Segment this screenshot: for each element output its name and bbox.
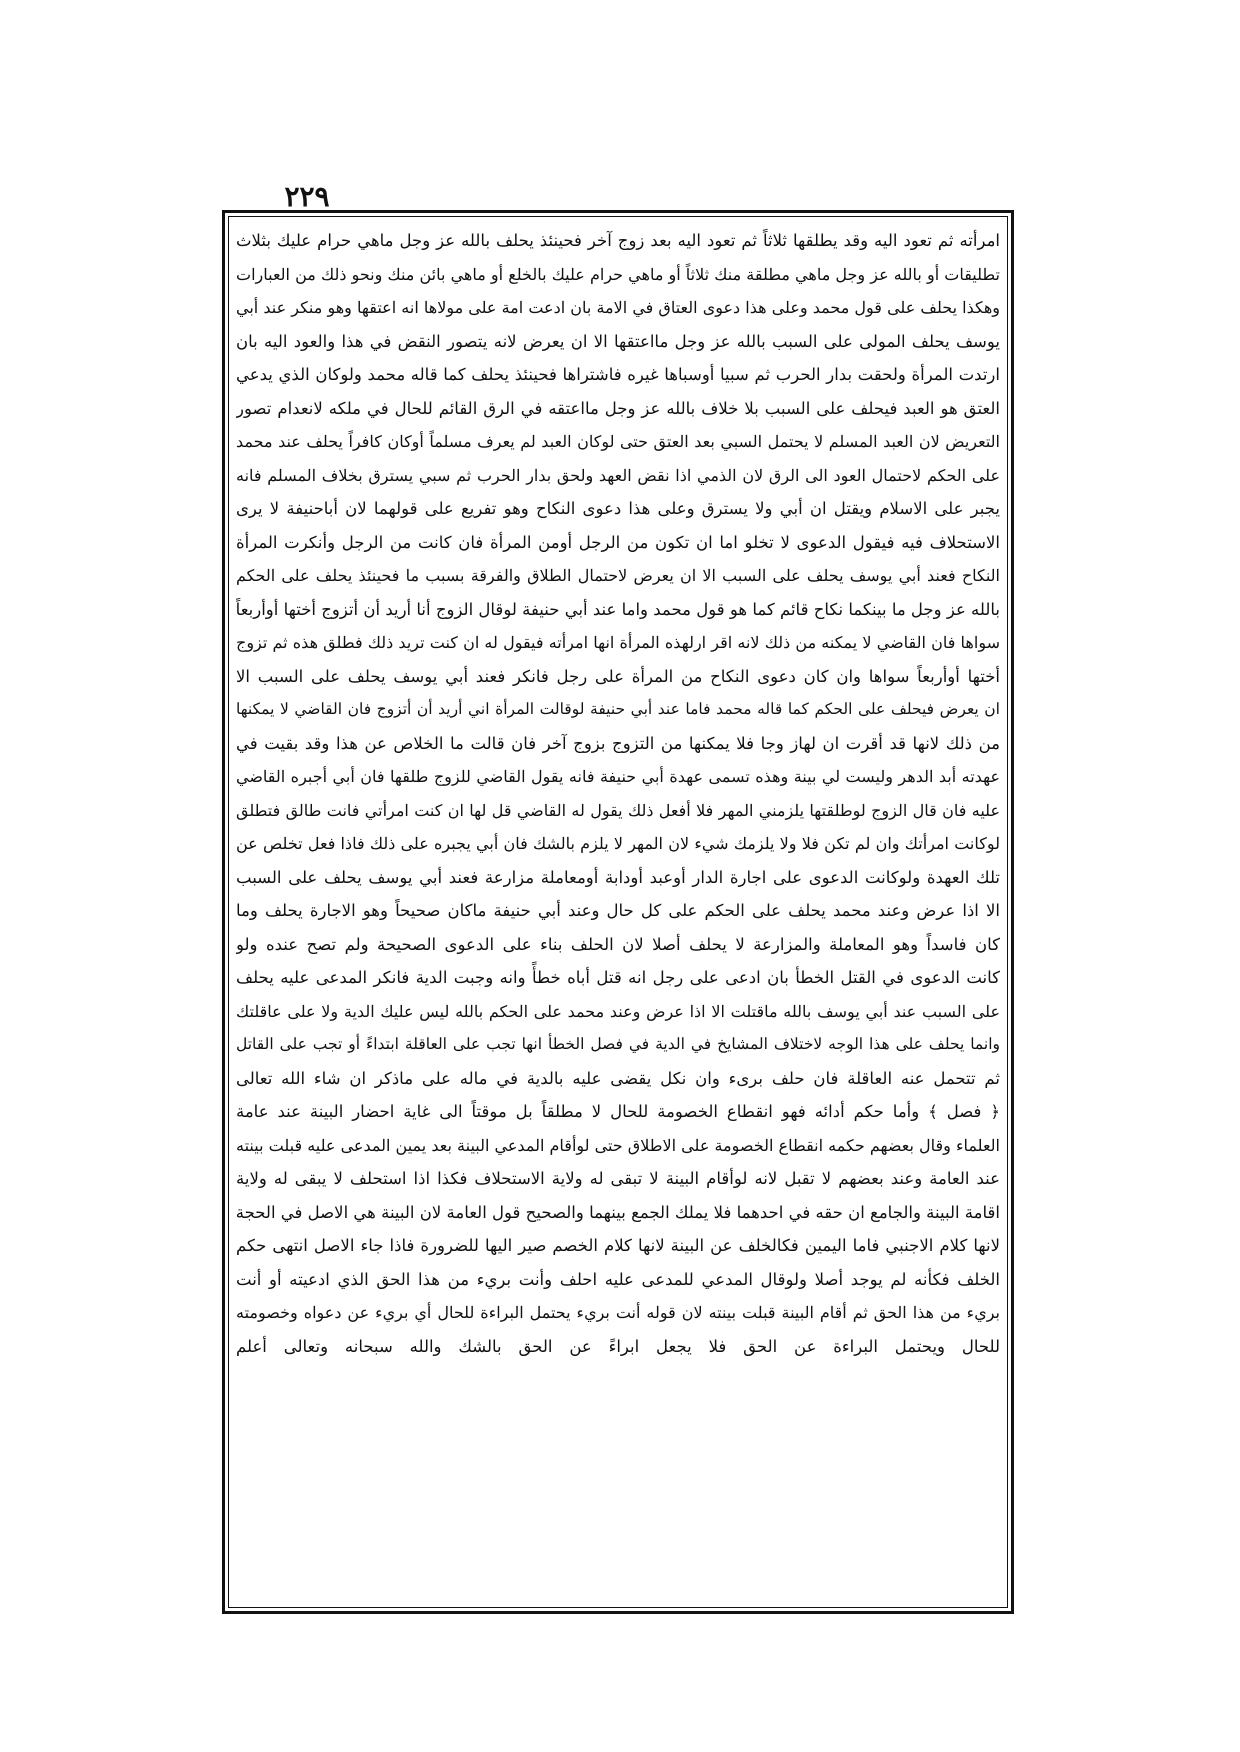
text-line: على السبب عند أبي يوسف بالله ماقتلت الا اذا عرض وعند محمد على الحكم بالله ليس عليك الدية ولا على عاقلتك xyxy=(236,1001,1000,1021)
text-line: تطليقات أو بالله عز وجل ماهي مطلقة منك ثلاثاً أو ماهي حرام عليك بالخلع أو ماهي بائن منك ونحو ذلك من العبارات xyxy=(236,264,1000,284)
text-line: بريء من هذا الحق ثم أقام البينة قبلت بينته لان قوله أنت بريء يحتمل البراءة للحال أي بريء عن دعواه وخصومته xyxy=(236,1303,1000,1322)
text-line: بالله عز وجل ما بينكما نكاح قائم كما هو قول محمد واما عند أبي حنيفة لوقال الزوج أنا أريد أن أتزوج أختها أوأربعاً xyxy=(236,599,1000,619)
text-line: ﴿ فصل ﴾ وأما حكم أدائه فهو انقطاع الخصومة للحال لا مطلقاً بل موقتاً الى غاية احضار البينة عند عامة xyxy=(236,1102,1000,1121)
text-line: عهدته أبد الدهر وليست لي بينة وهذه تسمى عهدة أبي حنيفة فانه يقول القاضي للزوج طلقها فان أبي أجبره القاضي xyxy=(236,767,1000,786)
text-line: التعريض لان العبد المسلم لا يحتمل السبي بعد العتق حتى لوكان العبد لم يعرف مسلماً أوكان كافراً يحلف عند محمد xyxy=(236,432,1000,451)
body-text xyxy=(236,224,1000,1602)
text-line: للحال ويحتمل البراءة عن الحق فلا يجعل ابراءً عن الحق بالشك والله سبحانه وتعالى أعلم xyxy=(236,1336,1000,1356)
text-line: الاستحلاف فيه فيقول الدعوى لا تخلو اما ان تكون من الرجل أومن المرأة فان كانت من الرجل وأنكرت المرأة xyxy=(236,532,1000,552)
text-line: وهكذا يحلف على قول محمد وعلى هذا دعوى العتاق في الامة بان ادعت امة على مولاها انه اعتقها وهو منكر عند أبي xyxy=(236,298,1000,317)
text-line: سواها فان القاضي لا يمكنه من ذلك لانه اقر ارلهذه المرأة انها امرأته فيقول له ان كنت تريد ذلك فطلق هذه ثم تزوج xyxy=(236,633,1000,652)
text-line: امرأته ثم تعود اليه وقد يطلقها ثلاثاً ثم تعود اليه بعد زوج آخر فحينئذ يحلف بالله عز وجل ماهي حرام عليك بثلاث xyxy=(236,231,1000,250)
text-line: وانما يحلف على هذا الوجه لاختلاف المشايخ في الدية في فصل الخطأ انها تجب على العاقلة ابتداءً أو تجب على القاتل xyxy=(236,1035,1000,1053)
text-line: كانت الدعوى في القتل الخطأ بان ادعى على رجل انه قتل أباه خطأً وانه وجبت الدية فانكر المدعى عليه يحلف xyxy=(236,968,1000,987)
text-line: ارتدت المرأة ولحقت بدار الحرب ثم سبيا أوسباها غيره فاشتراها فحينئذ يحلف كما قاله محمد ولوكان الذي يدعي xyxy=(236,365,1000,384)
text-line: لوكانت امرأتك وان لم تكن فلا ولا يلزمك شيء لان المهر لا يلزم بالشك فان أبي يجبره على ذلك فاذا فعل تخلص عن xyxy=(236,834,1000,853)
text-line: العلماء وقال بعضهم حكمه انقطاع الخصومة على الاطلاق حتى لوأقام المدعي البينة بعد يمين المدعى عليه قبلت بينته xyxy=(236,1135,1000,1155)
text-line: يجبر على الاسلام ويقتل ان أبي ولا يسترق وعلى هذا دعوى النكاح وهو تفريع على قولهما لان أباحنيفة لا يرى xyxy=(236,499,1000,518)
text-line: عليه فان قال الزوج لوطلقتها يلزمني المهر فلا أفعل ذلك يقول له القاضي قل لها ان كنت امرأتي فانت طالق فتطلق xyxy=(236,800,1000,820)
text-line: تلك العهدة ولوكانت الدعوى على اجارة الدار أوعبد أودابة أومعاملة مزارعة فعند أبي يوسف يحلف على السبب xyxy=(236,867,1000,887)
text-line: الا اذا عرض وعند محمد يحلف على الحكم على كل حال وعند أبي حنيفة ماكان صحيحاً وهو الاجارة يحلف وما xyxy=(236,901,1000,920)
text-line: لانها كلام الاجنبي فاما اليمين فكالخلف عن البينة لانها كلام الخصم صير اليها للضرورة فاذا جاء الاصل انتهى حكم xyxy=(236,1236,1000,1255)
text-line: على الحكم لاحتمال العود الى الرق لان الذمي اذا نقض العهد ولحق بدار الحرب ثم سبي يسترق بخلاف المسلم فانه xyxy=(236,465,1000,485)
text-line: اقامة البينة والجامع ان حقه في احدهما فلا يملك الجمع بينهما والصحيح قول العامة لان البينة هي الاصل في الحجة xyxy=(236,1202,1000,1222)
text-line: ان يعرض فيحلف على الحكم كما قاله محمد فاما عند أبي حنيفة لوقالت المرأة اني أريد أن أتزوج فان القاضي لا يمكنها xyxy=(236,700,1000,718)
text-line: كان فاسداً وهو المعاملة والمزارعة لا يحلف أصلا لان الحلف بناء على الدعوى الصحيحة ولم تصح عنده ولو xyxy=(236,934,1000,954)
text-line: يوسف يحلف المولى على السبب بالله عز وجل مااعتقها الا ان يعرض لانه يتصور النقض في هذا والعود اليه بان xyxy=(236,331,1000,351)
page-number: ٢٢٩ xyxy=(284,180,330,213)
text-line: الخلف فكأنه لم يوجد أصلا ولوقال المدعي للمدعى عليه احلف وأنت بريء من هذا الحق الذي ادعيته أو أنت xyxy=(236,1269,1000,1289)
text-line: العتق هو العبد فيحلف على السبب بلا خلاف بالله عز وجل مااعتقه في الرق القائم للحال في ملكه لانعدام تصور xyxy=(236,398,1000,418)
text-line: عند العامة وعند بعضهم لا تقبل لانه لوأقام البينة لا تبقى له ولاية الاستحلاف فكذا اذا استحلف لا يبقى له ولاية xyxy=(236,1169,1000,1188)
text-line: أختها أوأربعاً سواها وان كان دعوى النكاح من المرأة على رجل فانكر فعند أبي يوسف يحلف على السبب الا xyxy=(236,666,1000,686)
text-line: النكاح فعند أبي يوسف يحلف على السبب الا ان يعرض لاحتمال الطلاق والفرقة بسبب ما فحينئذ يحلف على الحكم xyxy=(236,566,1000,585)
text-line: من ذلك لانها قد أقرت ان لهاز وجا فلا يمكنها من التزوج بزوج آخر فان قالت ما الخلاص عن هذا وقد بقيت في xyxy=(236,733,1000,753)
text-line: ثم تتحمل عنه العاقلة فان حلف برىء وان نكل يقضى عليه بالدية في ماله على ماذكر ان شاء الله تعالى xyxy=(236,1068,1000,1088)
